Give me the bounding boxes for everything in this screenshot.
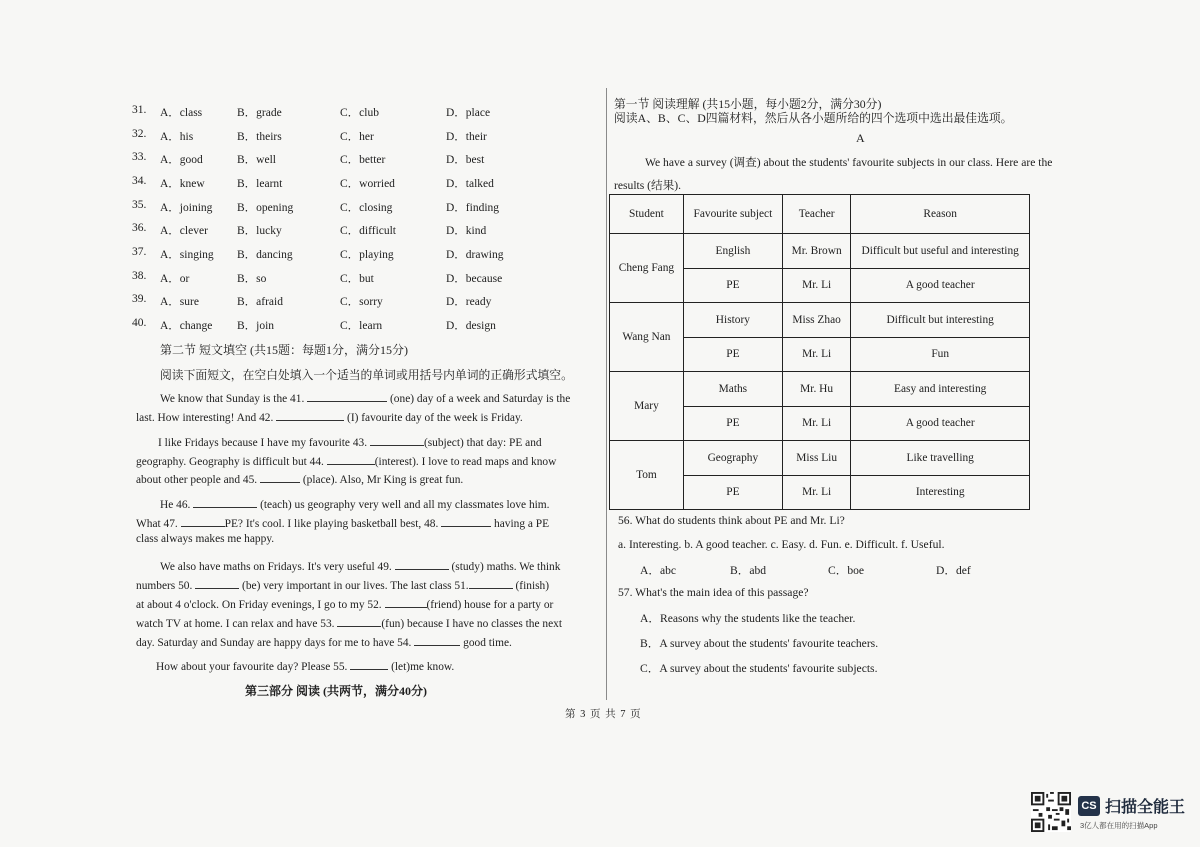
survey-table xyxy=(609,194,1030,510)
option-d[interactable]: D．best xyxy=(446,154,485,166)
passage-text: (place). Also, Mr King is great fun. xyxy=(302,474,464,486)
question-56: 56. What do students think about PE and Mr. Li? xyxy=(618,514,845,527)
table-header-row xyxy=(610,195,1030,234)
table-cell-subject: PE xyxy=(683,337,782,372)
option-c[interactable]: C．playing xyxy=(340,249,394,261)
option-d[interactable]: D．drawing xyxy=(446,249,504,261)
passage-text: PE? It's cool. I like playing basketball best, 48. xyxy=(224,518,439,530)
blank-51[interactable] xyxy=(469,577,513,589)
table-cell-teacher: Mr. Hu xyxy=(782,372,850,407)
blank-53[interactable] xyxy=(337,615,381,627)
passage-text: We also have maths on Fridays. It's very useful 49. xyxy=(160,561,392,573)
question-number: 31. xyxy=(132,104,147,116)
student-name: Wang Nan xyxy=(610,303,684,372)
option-a[interactable]: A．change xyxy=(160,320,213,332)
question-number: 34. xyxy=(132,175,147,187)
table-cell-teacher: Miss Zhao xyxy=(782,303,850,338)
option-c[interactable]: C．sorry xyxy=(340,296,383,308)
table-cell-subject: History xyxy=(683,303,782,338)
passage-text: (subject) that day: PE and xyxy=(423,437,542,449)
passage-text: geography. Geography is difficult but 44. xyxy=(136,456,324,468)
table-row xyxy=(610,441,1030,476)
option-b[interactable]: B．so xyxy=(237,273,267,285)
blank-54[interactable] xyxy=(414,634,460,646)
blank-44[interactable] xyxy=(327,453,375,465)
question-number: 33. xyxy=(132,151,147,163)
blank-45[interactable] xyxy=(260,471,300,483)
passage-text: I like Fridays because I have my favourite 43. xyxy=(158,437,368,449)
table-header-cell: Reason xyxy=(851,195,1030,234)
passage-text: last. How interesting! And 42. xyxy=(136,412,274,424)
option-a[interactable]: A．or xyxy=(160,273,190,285)
table-cell-subject: Maths xyxy=(683,372,782,407)
option-d[interactable]: D．design xyxy=(446,320,496,332)
qr-code-icon xyxy=(1031,792,1071,832)
table-header-cell: Student xyxy=(610,195,684,234)
table-row xyxy=(610,234,1030,269)
option-d[interactable]: D．finding xyxy=(446,202,500,214)
passage-text: day. Saturday and Sunday are happy days for me to have 54. xyxy=(136,637,412,649)
table-cell-subject: Geography xyxy=(683,441,782,476)
table-cell-teacher: Mr. Brown xyxy=(782,234,850,269)
option-c[interactable]: C．learn xyxy=(340,320,383,332)
option-d[interactable]: D．talked xyxy=(446,178,494,190)
passage-text: good time. xyxy=(463,637,512,649)
q57-option-b[interactable]: B．A survey about the students' favourite teachers. xyxy=(640,637,879,650)
section2-instruction: 阅读下面短文，在空白处填入一个适当的单词或用括号内单词的正确形式填空。 xyxy=(160,368,573,382)
passage-text: numbers 50. xyxy=(136,580,193,592)
table-header-cell: Favourite subject xyxy=(683,195,782,234)
cs-logo-icon: CS xyxy=(1078,796,1100,816)
passage-text: (friend) house for a party or xyxy=(426,599,554,611)
blank-52[interactable] xyxy=(385,596,427,608)
question-number: 38. xyxy=(132,270,147,282)
brand-name: 扫描全能王 xyxy=(1105,799,1186,816)
option-a[interactable]: A．sure xyxy=(160,296,199,308)
option-d[interactable]: D．their xyxy=(446,131,487,143)
option-b[interactable]: B．learnt xyxy=(237,178,283,190)
option-a[interactable]: A．knew xyxy=(160,178,205,190)
passage-label: A xyxy=(856,131,865,145)
student-name: Cheng Fang xyxy=(610,234,684,303)
blank-43[interactable] xyxy=(370,434,424,446)
table-cell-teacher: Miss Liu xyxy=(782,441,850,476)
table-cell-teacher: Mr. Li xyxy=(782,406,850,441)
table-cell-teacher: Mr. Li xyxy=(782,268,850,303)
option-b[interactable]: B．grade xyxy=(237,107,282,119)
question-number: 32. xyxy=(132,128,147,140)
option-a[interactable]: A．his xyxy=(160,131,194,143)
question-number: 39. xyxy=(132,293,147,305)
table-cell-subject: English xyxy=(683,234,782,269)
option-b[interactable]: B．dancing xyxy=(237,249,293,261)
table-row xyxy=(610,372,1030,407)
question-number: 40. xyxy=(132,317,147,329)
blank-42[interactable] xyxy=(276,409,344,421)
option-c[interactable]: C．closing xyxy=(340,202,393,214)
passage-text: (study) maths. We think xyxy=(451,561,561,573)
option-d[interactable]: D．kind xyxy=(446,225,487,237)
q56-option-b[interactable]: B．abd xyxy=(730,564,767,577)
passage-text: What 47. xyxy=(136,518,178,530)
student-name: Tom xyxy=(610,441,684,510)
option-b[interactable]: B．join xyxy=(237,320,275,332)
passage-text: We know that Sunday is the 41. xyxy=(160,393,305,405)
blank-48[interactable] xyxy=(441,515,491,527)
table-cell-reason: A good teacher xyxy=(851,406,1030,441)
table-cell-reason: Like travelling xyxy=(851,441,1030,476)
option-c[interactable]: C．but xyxy=(340,273,374,285)
reading-instruction: 阅读A、B、C、D四篇材料，然后从各小题所给的四个选项中选出最佳选项。 xyxy=(614,111,1013,125)
passage-text: about other people and 45. xyxy=(136,474,258,486)
table-cell-reason: Easy and interesting xyxy=(851,372,1030,407)
passage-text: (teach) us geography very well and all my classmates love him. xyxy=(260,499,550,511)
option-d[interactable]: D．place xyxy=(446,107,491,119)
option-c[interactable]: C．better xyxy=(340,154,386,166)
option-d[interactable]: D．because xyxy=(446,273,503,285)
option-b[interactable]: B．afraid xyxy=(237,296,283,308)
q56-option-a[interactable]: A．abc xyxy=(640,564,677,577)
question-number: 36. xyxy=(132,222,147,234)
option-a[interactable]: A．good xyxy=(160,154,203,166)
option-a[interactable]: A．joining xyxy=(160,202,213,214)
q56-option-c[interactable]: C．boe xyxy=(828,564,865,577)
option-c[interactable]: C．her xyxy=(340,131,374,143)
table-cell-reason: Fun xyxy=(851,337,1030,372)
blank-46[interactable] xyxy=(193,496,257,508)
reading-section-title: 第一节 阅读理解 (共15小题，每小题2分，满分30分) xyxy=(614,97,882,111)
passage-text: How about your favourite day? Please 55. xyxy=(156,661,348,673)
page-footer: 第 3 页 共 7 页 xyxy=(565,709,642,720)
table-cell-reason: Difficult but useful and interesting xyxy=(851,234,1030,269)
passage-text: watch TV at home. I can relax and have 53. xyxy=(136,618,335,630)
table-cell-reason: Interesting xyxy=(851,475,1030,510)
option-b[interactable]: B．lucky xyxy=(237,225,282,237)
passage-text: at about 4 o'clock. On Friday evenings, I go to my 52. xyxy=(136,599,382,611)
blank-50[interactable] xyxy=(195,577,239,589)
table-cell-subject: PE xyxy=(683,475,782,510)
blank-49[interactable] xyxy=(395,558,449,570)
passage-text: (be) very important in our lives. The last class 51. xyxy=(242,580,469,592)
q56-option-d[interactable]: D．def xyxy=(936,564,971,577)
option-a[interactable]: A．class xyxy=(160,107,203,119)
passage-text: (I) favourite day of the week is Friday. xyxy=(347,412,523,424)
question-number: 35. xyxy=(132,199,147,211)
passage-text: (one) day of a week and Saturday is the xyxy=(390,393,571,405)
table-cell-subject: PE xyxy=(683,406,782,441)
blank-47[interactable] xyxy=(181,515,225,527)
table-cell-reason: Difficult but interesting xyxy=(851,303,1030,338)
option-c[interactable]: C．worried xyxy=(340,178,395,190)
option-a[interactable]: A．singing xyxy=(160,249,214,261)
question-number: 37. xyxy=(132,246,147,258)
option-a[interactable]: A．clever xyxy=(160,225,208,237)
table-row xyxy=(610,303,1030,338)
table-cell-reason: A good teacher xyxy=(851,268,1030,303)
question-56-choices: a. Interesting. b. A good teacher. c. Easy. d. Fun. e. Difficult. f. Useful. xyxy=(618,538,945,551)
question-57: 57. What's the main idea of this passage? xyxy=(618,586,809,599)
table-cell-subject: PE xyxy=(683,268,782,303)
brand-slogan: 3亿人都在用的扫描App xyxy=(1080,821,1158,830)
part3-title: 第三部分 阅读 (共两节，满分40分) xyxy=(245,684,427,698)
table-header-cell: Teacher xyxy=(782,195,850,234)
option-b[interactable]: B．well xyxy=(237,154,276,166)
passage-text: He 46. xyxy=(160,499,191,511)
section2-title: 第二节 短文填空 (共15题：每题1分，满分15分) xyxy=(160,343,408,357)
option-b[interactable]: B．opening xyxy=(237,202,294,214)
column-divider xyxy=(606,88,607,700)
student-name: Mary xyxy=(610,372,684,441)
passage-text: having a PE xyxy=(494,518,550,530)
passage-intro-2: results (结果). xyxy=(614,179,681,192)
option-c[interactable]: C．difficult xyxy=(340,225,397,237)
q57-option-c[interactable]: C．A survey about the students' favourite subjects. xyxy=(640,662,878,675)
passage-intro: We have a survey (调查) about the students' favourite subjects in our class. Here are the xyxy=(645,156,1053,169)
blank-41[interactable] xyxy=(307,390,387,402)
table-cell-teacher: Mr. Li xyxy=(782,337,850,372)
blank-55[interactable] xyxy=(350,658,388,670)
table-body xyxy=(610,234,1030,510)
option-c[interactable]: C．club xyxy=(340,107,379,119)
passage-text: (finish) xyxy=(515,580,550,592)
passage-text: (fun) because I have no classes the next xyxy=(381,618,562,630)
option-d[interactable]: D．ready xyxy=(446,296,492,308)
passage-text: (let)me know. xyxy=(391,661,455,673)
q57-option-a[interactable]: A．Reasons why the students like the teacher. xyxy=(640,612,856,625)
passage-text: (interest). I love to read maps and know xyxy=(374,456,557,468)
passage-text: class always makes me happy. xyxy=(136,533,275,545)
table-cell-teacher: Mr. Li xyxy=(782,475,850,510)
option-b[interactable]: B．theirs xyxy=(237,131,282,143)
